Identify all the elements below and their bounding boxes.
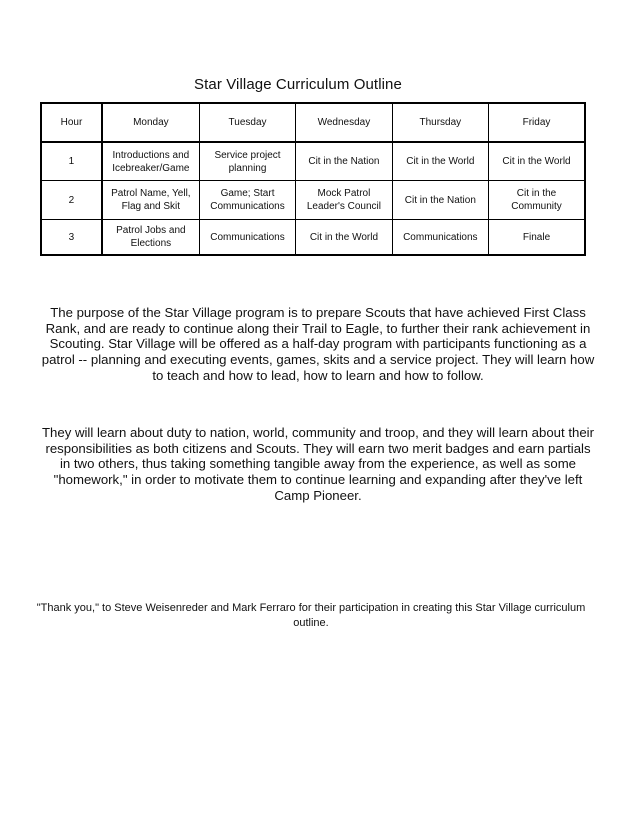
wednesday-cell: Mock Patrol Leader's Council <box>296 181 392 220</box>
wednesday-cell: Cit in the World <box>296 220 392 256</box>
header-hour: Hour <box>41 103 102 142</box>
purpose-paragraph: The purpose of the Star Village program is to prepare Scouts that have achieved First Class Rank, and are ready to continue along their Trail to Eagle, to further their rank achievement in Scouting. Star Village will be offered as a half-day program with participants functioning as a patrol -- planning and executing events, games, skits and a service project. They will learn how to teach and how to lead, how to learn and how to follow. <box>41 305 595 383</box>
hour-cell: 3 <box>41 220 102 256</box>
hour-cell: 2 <box>41 181 102 220</box>
thursday-cell: Cit in the World <box>392 142 488 181</box>
table-row <box>41 181 585 220</box>
monday-cell: Patrol Jobs and Elections <box>102 220 199 256</box>
tuesday-cell: Communications <box>199 220 295 256</box>
hour-cell: 1 <box>41 142 102 181</box>
header-monday: Monday <box>102 103 199 142</box>
monday-cell: Patrol Name, Yell, Flag and Skit <box>102 181 199 220</box>
tuesday-cell: Service project planning <box>199 142 295 181</box>
header-wednesday: Wednesday <box>296 103 392 142</box>
page-title: Star Village Curriculum Outline <box>194 76 402 93</box>
header-friday: Friday <box>489 103 585 142</box>
friday-cell: Finale <box>489 220 585 256</box>
table-header-row <box>41 103 585 142</box>
table-row <box>41 220 585 256</box>
table-row <box>41 142 585 181</box>
curriculum-table <box>40 102 586 256</box>
acknowledgement-note: "Thank you," to Steve Weisenreder and Mark Ferraro for their participation in creating this Star Village curriculum outline. <box>36 602 586 629</box>
learning-paragraph: They will learn about duty to nation, world, community and troop, and they will learn about their responsibilities as both citizens and Scouts. They will earn two merit badges and earn partials in two others, thus taking something tangible away from the experience, as well as some "homework," in order to motivate them to continue learning and expanding after they've left Camp Pioneer. <box>42 425 594 503</box>
header-thursday: Thursday <box>392 103 488 142</box>
wednesday-cell: Cit in the Nation <box>296 142 392 181</box>
monday-cell: Introductions and Icebreaker/Game <box>102 142 199 181</box>
tuesday-cell: Game; Start Communications <box>199 181 295 220</box>
thursday-cell: Cit in the Nation <box>392 181 488 220</box>
friday-cell: Cit in the Community <box>489 181 585 220</box>
header-tuesday: Tuesday <box>199 103 295 142</box>
thursday-cell: Communications <box>392 220 488 256</box>
friday-cell: Cit in the World <box>489 142 585 181</box>
